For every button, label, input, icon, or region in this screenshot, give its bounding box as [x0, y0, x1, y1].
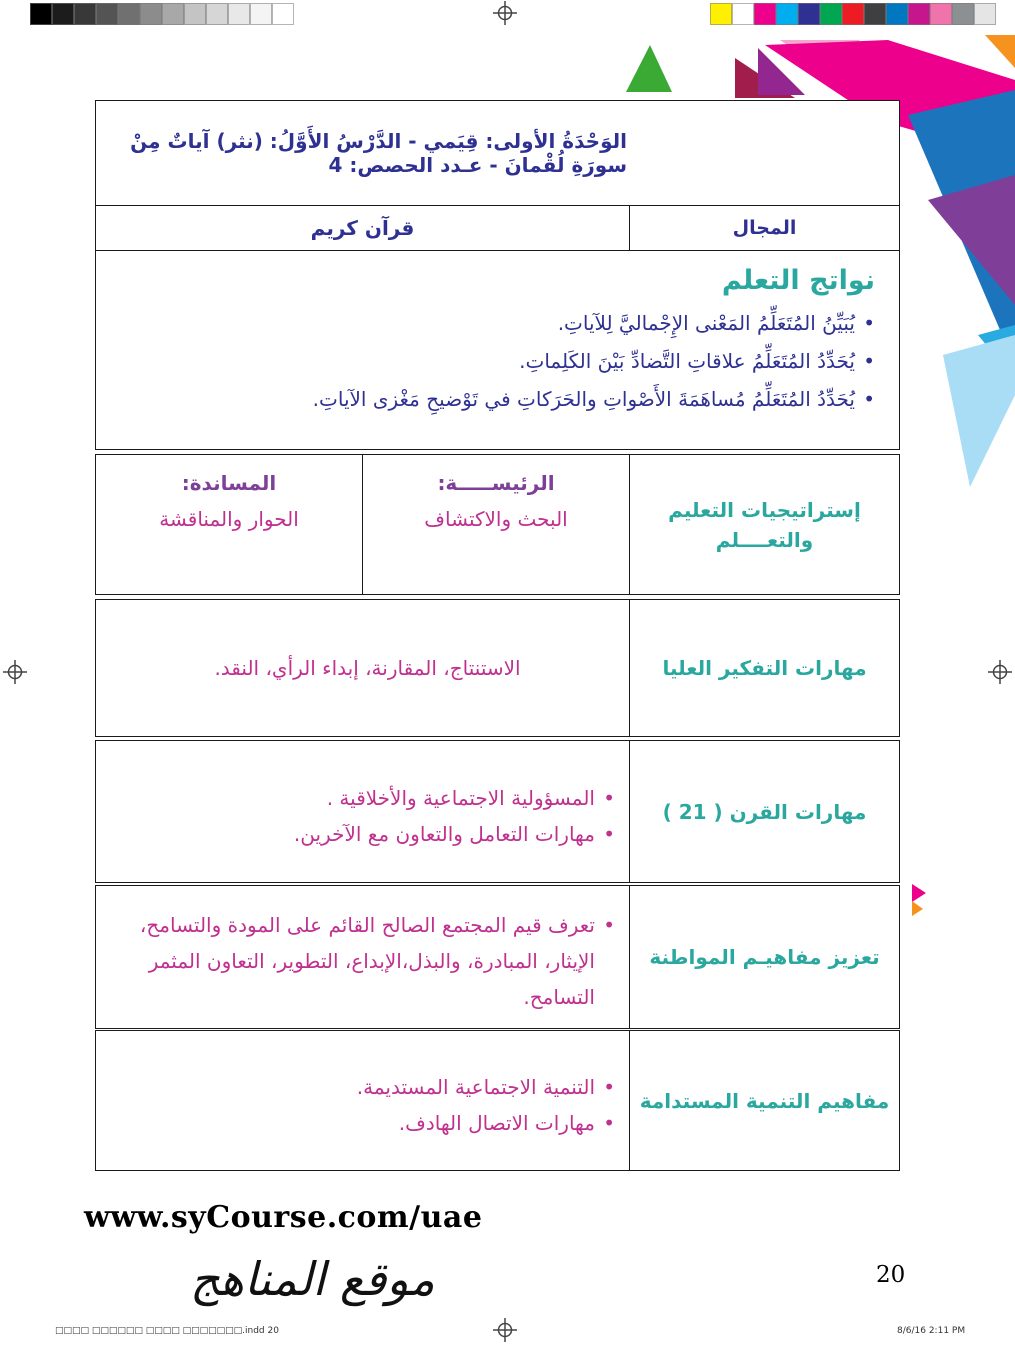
- citizenship-label: تعزيز مفاهيـم المواطنة: [629, 886, 899, 1028]
- secondary-strategy-label: المساندة:: [181, 471, 277, 495]
- cyan-wedge-shape: [978, 325, 1015, 380]
- table-row-century-skills: [95, 740, 900, 883]
- green-triangle-shape: [626, 45, 672, 92]
- table-row-field: [95, 205, 900, 251]
- strategies-label: إستراتيجيات التعليم والتعــــلم: [629, 455, 899, 594]
- color-swatch: [74, 3, 96, 25]
- color-swatch: [30, 3, 52, 25]
- color-swatch: [886, 3, 908, 25]
- orange-corner-shape: [985, 35, 1015, 68]
- thinking-skills-label: مهارات التفكير العليا: [629, 600, 899, 736]
- century-skills-list: [120, 780, 615, 852]
- registration-mark-icon: [493, 1318, 517, 1342]
- strategies-secondary-cell: [96, 455, 362, 594]
- color-swatch: [974, 3, 996, 25]
- table-row-strategies: [95, 454, 900, 595]
- citizenship-item: • تعرف قيم المجتمع الصالح القائم على المودة والتسامح، الإيثار، المبادرة، والبذل،الإبداع، التطوير، التعاون المثمر التسامح.: [120, 907, 615, 1015]
- lesson-header-title: الوَحْدَةُ الأولى: قِيَمي - الدَّرْسُ الأَوَّلُ: (نثر) آياتٌ مِنْ سورَةِ لُقْمانَ - عـدد الحصص: 4: [130, 129, 627, 177]
- color-swatch: [250, 3, 272, 25]
- color-swatch: [754, 3, 776, 25]
- citizenship-list: [120, 907, 615, 1015]
- blue-wedge-shape: [908, 90, 1015, 365]
- sustainability-item: • التنمية الاجتماعية المستديمة.: [120, 1069, 615, 1105]
- sustainability-item: • مهارات الاتصال الهادف.: [120, 1105, 615, 1141]
- strategies-primary-cell: [362, 455, 629, 594]
- purple-wedge-shape: [928, 175, 1015, 305]
- page-number: 20: [876, 1262, 906, 1288]
- registration-mark-icon: [3, 660, 27, 684]
- sustainability-label: مفاهيم التنمية المستدامة: [629, 1031, 899, 1170]
- pink-triangle-shape: [780, 40, 860, 77]
- primary-strategy-value: البحث والاكتشاف: [424, 507, 568, 531]
- color-swatch: [272, 3, 294, 25]
- registration-mark-icon: [493, 1, 517, 25]
- citizenship-cell: [96, 886, 629, 1028]
- field-value: قرآن كريم: [310, 216, 415, 240]
- print-slug-filename: □□□□ □□□□□□ □□□□ □□□□□□□.indd 20: [55, 1326, 279, 1336]
- sustainability-list: [120, 1069, 615, 1141]
- color-swatch: [820, 3, 842, 25]
- grayscale-bar: [30, 3, 294, 25]
- outcome-item: • يُحَدِّدُ المُتَعَلِّمُ علاقاتِ التَّضادِّ بَيْنَ الكَلِماتِ.: [120, 342, 875, 380]
- color-swatch: [162, 3, 184, 25]
- century-skill-item: • مهارات التعامل والتعاون مع الآخرين.: [120, 816, 615, 852]
- outcomes-title: نواتج التعلم: [721, 265, 875, 296]
- margin-arrow-marks: [912, 884, 930, 918]
- outcome-item: • يُبَيِّنُ المُتَعَلِّمُ المَعْنى الإِجْماليَّ لِلآياتِ.: [120, 304, 875, 342]
- color-swatch: [952, 3, 974, 25]
- color-swatch: [864, 3, 886, 25]
- color-swatch: [118, 3, 140, 25]
- lesson-plan-table: [95, 100, 900, 1171]
- table-row-sustainability: [95, 1030, 900, 1171]
- registration-mark-icon: [988, 660, 1012, 684]
- field-label: المجال: [629, 206, 899, 250]
- color-swatch: [206, 3, 228, 25]
- table-row-citizenship: [95, 885, 900, 1029]
- table-row-outcomes: [95, 250, 900, 450]
- color-swatch: [930, 3, 952, 25]
- color-swatch: [140, 3, 162, 25]
- century-skill-item: • المسؤولية الاجتماعية والأخلاقية .: [120, 780, 615, 816]
- outcomes-list: [120, 304, 875, 418]
- color-swatch: [52, 3, 74, 25]
- color-swatch: [842, 3, 864, 25]
- lightblue-wedge-shape: [943, 335, 1015, 487]
- sustainability-cell: [96, 1031, 629, 1170]
- color-swatch: [184, 3, 206, 25]
- table-row-thinking-skills: [95, 599, 900, 737]
- primary-strategy-label: الرئيســـــة:: [437, 471, 555, 495]
- table-row-header: [95, 100, 900, 206]
- outcome-item: • يُحَدِّدُ المُتَعَلِّمُ مُساهَمَةَ الأَصْواتِ والحَرَكاتِ في تَوْضيحِ مَغْزى الآياتِ.: [120, 380, 875, 418]
- century-skills-label: مهارات القرن ( 21 ): [629, 741, 899, 882]
- print-slug-timestamp: 8/6/16 2:11 PM: [897, 1326, 966, 1336]
- website-url: www.syCourse.com/uae: [84, 1200, 483, 1235]
- handwritten-note: موقع المناهج: [190, 1252, 435, 1306]
- magenta-arrow-icon: [912, 884, 926, 902]
- color-swatch: [228, 3, 250, 25]
- color-swatch: [776, 3, 798, 25]
- color-swatch: [710, 3, 732, 25]
- color-swatch: [96, 3, 118, 25]
- color-bar: [710, 3, 996, 25]
- orange-arrow-icon: [912, 901, 923, 916]
- century-skills-cell: [96, 741, 629, 882]
- thinking-skills-value: الاستنتاج، المقارنة، إبداء الرأي، النقد.: [214, 656, 521, 680]
- secondary-strategy-value: الحوار والمناقشة: [159, 507, 299, 531]
- color-swatch: [908, 3, 930, 25]
- maroon-triangle-shape: [735, 58, 795, 98]
- color-swatch: [732, 3, 754, 25]
- purple-triangle-shape: [758, 48, 805, 95]
- color-swatch: [798, 3, 820, 25]
